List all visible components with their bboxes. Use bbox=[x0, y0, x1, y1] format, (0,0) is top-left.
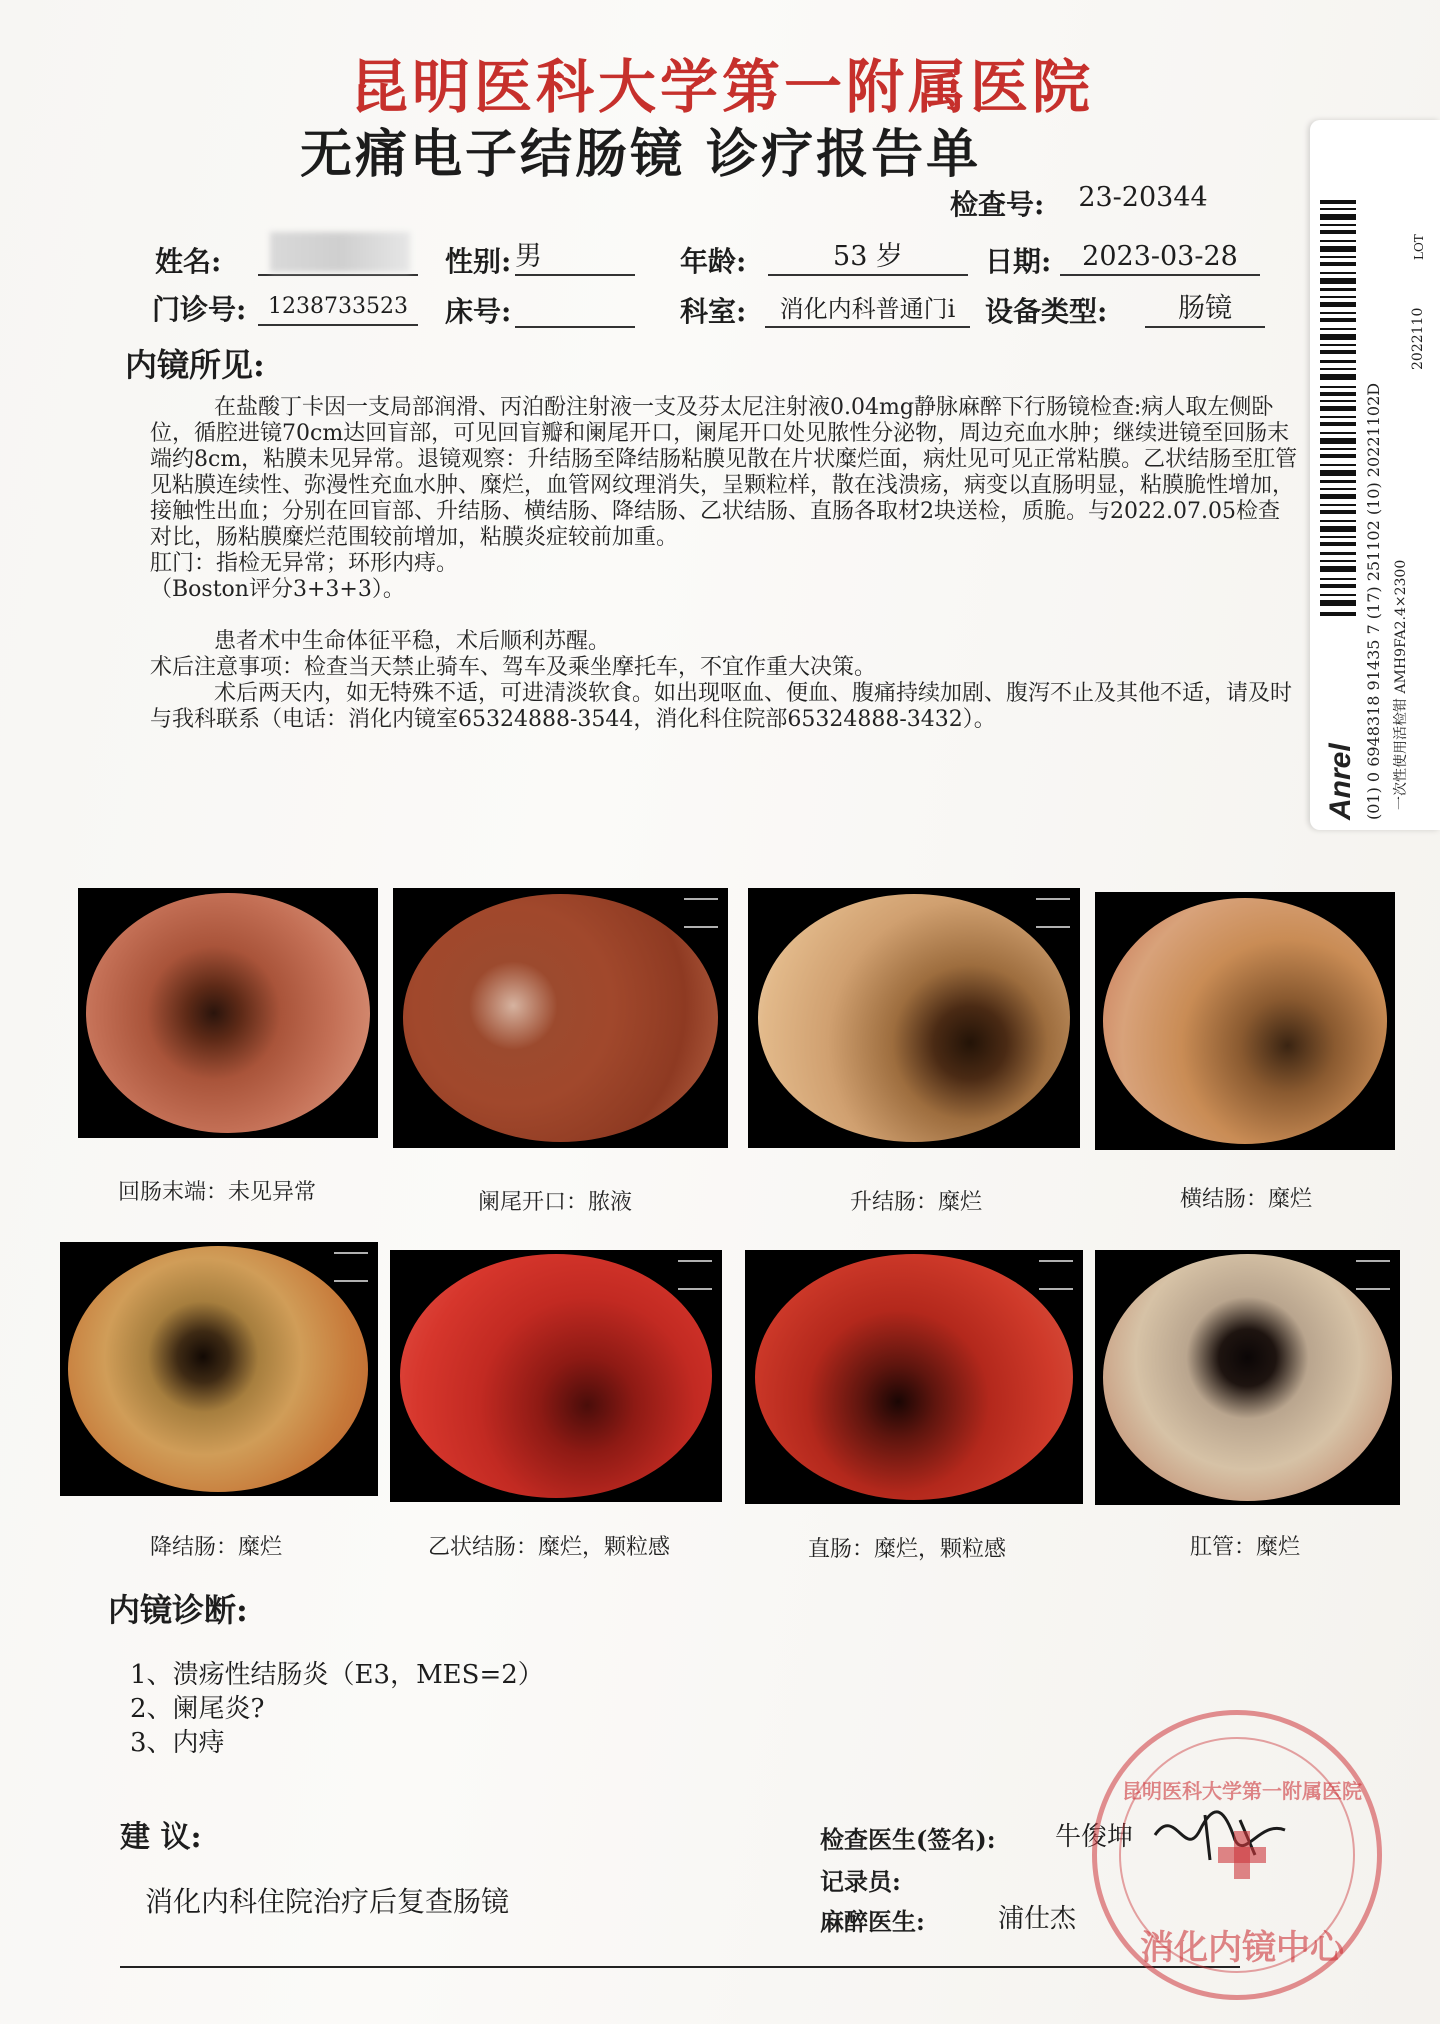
image-caption: 直肠：糜烂，颗粒感 bbox=[808, 1537, 1007, 1562]
sticker-product-line: 一次性使用活检钳 AMH9FA2.4×2300 bbox=[1393, 559, 1409, 810]
dept-label: 科室: bbox=[680, 295, 747, 328]
endoscopy-image bbox=[745, 1250, 1083, 1504]
gender-label: 性别: bbox=[445, 245, 512, 278]
endoscopy-image bbox=[78, 888, 378, 1138]
sticker-date-line: 2022110 bbox=[1410, 307, 1426, 370]
date-label: 日期: bbox=[985, 245, 1052, 278]
image-caption: 降结肠：糜烂 bbox=[150, 1535, 283, 1560]
anus-finding: 肛门：指检无异常；环形内痔。 bbox=[150, 551, 459, 576]
sticker-brand: Anrel bbox=[1324, 743, 1357, 820]
anesthetist-name: 浦仕杰 bbox=[998, 1904, 1077, 1934]
dept-value: 消化内科普通门i bbox=[765, 292, 970, 328]
footer-divider bbox=[120, 1966, 1240, 1968]
image-caption: 乙状结肠：糜烂，颗粒感 bbox=[428, 1535, 671, 1560]
endoscopy-image bbox=[60, 1242, 378, 1496]
endoscopy-image bbox=[1095, 892, 1395, 1150]
advice-text: 消化内科住院治疗后复查肠镜 bbox=[145, 1885, 510, 1918]
image-caption: 回肠末端：未见异常 bbox=[118, 1180, 317, 1205]
gender-value: 男 bbox=[515, 240, 635, 276]
red-cross-icon bbox=[1212, 1825, 1272, 1885]
doctor-name: 牛俊坤 bbox=[1055, 1822, 1134, 1852]
advice-heading: 建 议: bbox=[120, 1820, 202, 1855]
timestamp-overlay bbox=[1039, 1260, 1073, 1290]
exam-no-label: 检查号: bbox=[950, 188, 1045, 221]
device-value: 肠镜 bbox=[1145, 292, 1265, 328]
timestamp-overlay bbox=[678, 1260, 712, 1290]
endoscopy-image bbox=[390, 1250, 722, 1502]
doctor-label: 检查医生(签名): bbox=[820, 1825, 996, 1854]
endoscopy-image bbox=[393, 888, 728, 1148]
date-value: 2023-03-28 bbox=[1060, 240, 1260, 276]
vital-signs-note: 患者术中生命体征平稳，术后顺利苏醒。 bbox=[214, 629, 611, 654]
image-caption: 升结肠：糜烂 bbox=[850, 1190, 983, 1215]
sticker-code-line: (01) 0 6948318 91435 7 (17) 251102 (10) 20221102D bbox=[1364, 382, 1383, 820]
findings-body bbox=[150, 395, 1300, 733]
name-redaction-blur bbox=[270, 232, 410, 272]
timestamp-overlay bbox=[684, 898, 718, 928]
timestamp-overlay bbox=[1356, 1260, 1390, 1290]
diagnosis-item: 3、内痔 bbox=[130, 1728, 225, 1758]
postop-diet-contact: 术后两天内，如无特殊不适，可进清淡软食。如出现呕血、便血、腹痛持续加剧、腹泻不止及其他不适，请及时与我科联系（电话：消化内镜室65324888-3544，消化科住院部65324888-3432）。 bbox=[150, 681, 1293, 732]
bed-value bbox=[515, 292, 635, 328]
barcode-icon bbox=[1318, 200, 1358, 620]
image-caption: 阑尾开口：脓液 bbox=[478, 1190, 633, 1215]
exam-no-value: 23-20344 bbox=[1078, 182, 1208, 213]
age-value: 53 岁 bbox=[768, 240, 968, 276]
hospital-name: 昆明医科大学第一附属医院 bbox=[350, 53, 1095, 121]
image-caption: 肛管：糜烂 bbox=[1190, 1535, 1301, 1560]
report-title: 无痛电子结肠镜 诊疗报告单 bbox=[300, 124, 982, 185]
device-label: 设备类型: bbox=[985, 295, 1108, 328]
timestamp-overlay bbox=[1036, 898, 1070, 928]
diagnosis-item: 2、阑尾炎? bbox=[130, 1694, 265, 1724]
outpatient-value: 1238733523 bbox=[258, 290, 418, 326]
postop-precautions: 术后注意事项：检查当天禁止骑车、驾车及乘坐摩托车，不宜作重大决策。 bbox=[150, 655, 877, 680]
findings-heading: 内镜所见: bbox=[125, 346, 265, 384]
hospital-seal bbox=[1092, 1710, 1382, 2000]
anesthetist-label: 麻醉医生: bbox=[820, 1907, 925, 1936]
age-label: 年龄: bbox=[680, 245, 747, 278]
timestamp-overlay bbox=[334, 1252, 368, 1282]
boston-score: （Boston评分3+3+3）。 bbox=[150, 577, 405, 602]
findings-paragraph: 在盐酸丁卡因一支局部润滑、丙泊酚注射液一支及芬太尼注射液0.04mg静脉麻醉下行肠镜检查:病人取左侧卧位，循腔进镜70cm达回盲部，可见回盲瓣和阑尾开口，阑尾开口处见脓性分泌物，周边充血水肿；继续进镜至回肠末端约8cm，粘膜未见异常。退镜观察：升结肠至降结肠粘膜见散在片状糜烂面，病灶见可见正常粘膜。乙状结肠至肛管见粘膜连续性、弥漫性充血水肿、糜烂，血管网纹理消失，呈颗粒样，散在浅溃疡，病变以直肠明显，粘膜脆性增加，接触性出血；分别在回盲部、升结肠、横结肠、降结肠、乙状结肠、直肠各取材2块送检，质脆。与2022.07.05检查对比，肠粘膜糜烂范围较前增加，粘膜炎症较前加重。 bbox=[150, 395, 1298, 550]
name-label: 姓名: bbox=[155, 245, 222, 278]
endoscopy-image bbox=[748, 888, 1080, 1148]
seal-top-text: 昆明医科大学第一附属医院 bbox=[1122, 1779, 1362, 1803]
seal-bottom-text: 消化内镜中心 bbox=[1140, 1928, 1344, 1968]
image-caption: 横结肠：糜烂 bbox=[1180, 1187, 1313, 1212]
sticker-lot: LOT bbox=[1412, 234, 1426, 260]
recorder-label: 记录员: bbox=[820, 1867, 901, 1896]
endoscopy-image bbox=[1095, 1250, 1400, 1505]
outpatient-label: 门诊号: bbox=[152, 293, 247, 326]
diagnosis-heading: 内镜诊断: bbox=[108, 1591, 248, 1629]
diagnosis-list bbox=[130, 1658, 544, 1760]
diagnosis-item: 1、溃疡性结肠炎（E3，MES=2） bbox=[130, 1660, 544, 1690]
biopsy-forceps-label bbox=[1310, 120, 1440, 830]
bed-label: 床号: bbox=[445, 295, 512, 328]
